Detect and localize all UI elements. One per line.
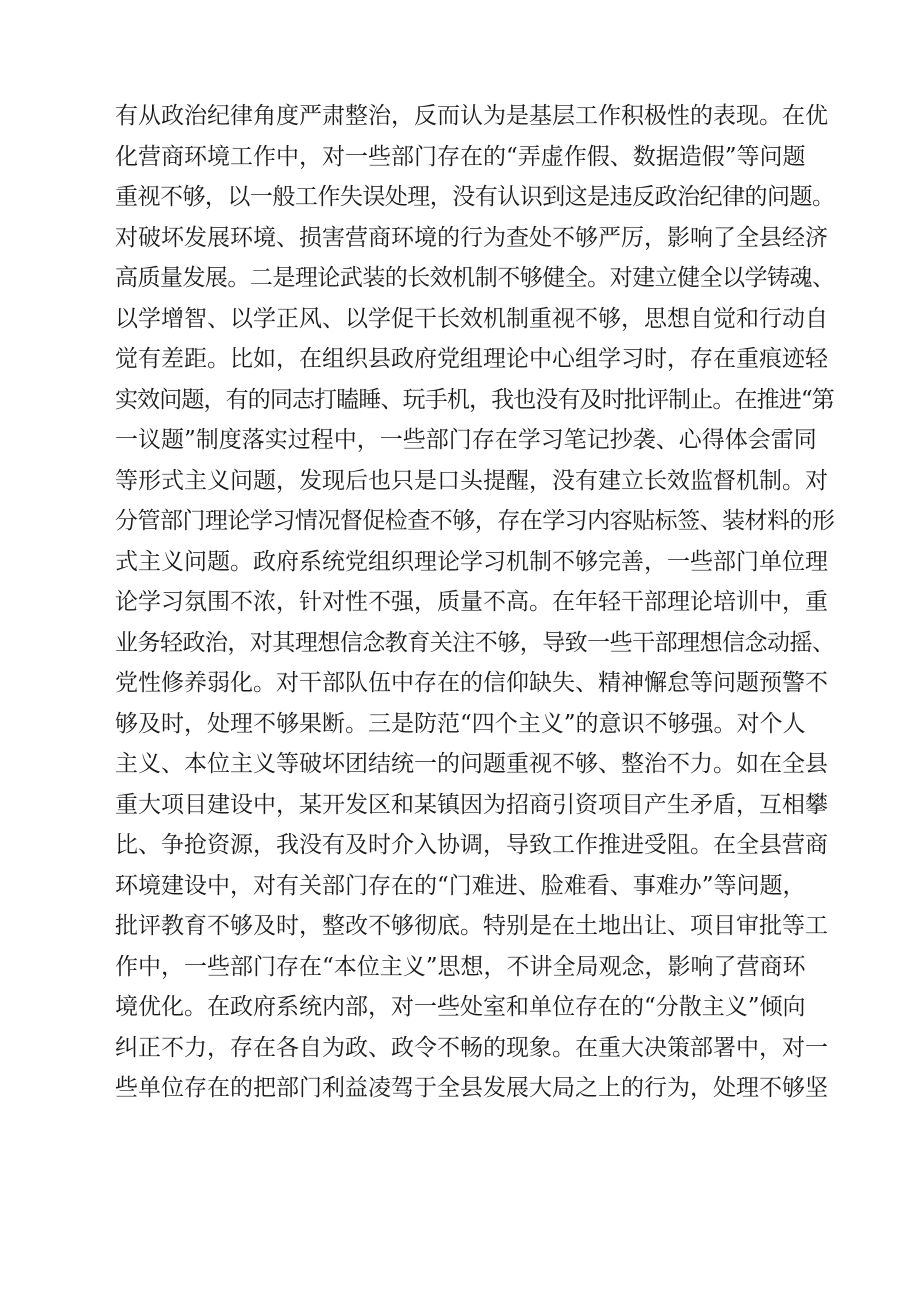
text-line: 对破坏发展环境、损害营商环境的行为查处不够严厉，影响了全县经济 [115,224,828,251]
text-line: 重视不够，以一般工作失误处理，没有认识到这是违反政治纪律的问题。 [115,184,835,210]
text-line: 觉有差距。比如，在组织县政府党组理论中心组学习时，存在重痕迹轻 [115,346,828,372]
text-line: 分管部门理论学习情况督促检查不够，存在学习内容贴标签、装材料的形 [115,508,835,534]
text-line: 重大项目建设中，某开发区和某镇因为招商引资项目产生矛盾，互相攀 [115,791,828,818]
text-line: 境优化。在政府系统内部，对一些处室和单位存在的“分散主义”倾向 [115,994,806,1020]
text-line: 实效问题，有的同志打瞌睡、玩手机，我也没有及时批评制止。在推进“第 [115,386,834,413]
text-line: 纠正不力，存在各自为政、政令不畅的现象。在重大决策部署中，对一 [115,1034,828,1061]
body-paragraph [115,96,835,1109]
text-line: 够及时，处理不够果断。三是防范“四个主义”的意识不够强。对个人 [115,710,806,737]
text-line: 比、争抢资源，我没有及时介入协调，导致工作推进受阻。在全县营商 [115,832,828,858]
text-line: 批评教育不够及时，整改不够彻底。特别是在土地出让、项目审批等工 [115,913,828,939]
text-line: 作中，一些部门存在“本位主义”思想，不讲全局观念，影响了营商环 [115,953,806,980]
text-line: 化营商环境工作中，对一些部门存在的“弄虚作假、数据造假”等问题 [115,143,806,170]
text-line: 式主义问题。政府系统党组织理论学习机制不够完善，一些部门单位理 [115,548,828,575]
text-line: 以学增智、以学正风、以学促干长效机制重视不够，思想自觉和行动自 [115,305,828,332]
text-line: 论学习氛围不浓，针对性不强，质量不高。在年轻干部理论培训中，重 [115,589,828,615]
text-line: 一议题”制度落实过程中，一些部门存在学习笔记抄袭、心得体会雷同 [115,427,817,453]
text-line: 有从政治纪律角度严肃整治，反而认为是基层工作积极性的表现。在优 [115,103,828,129]
text-line: 高质量发展。二是理论武装的长效机制不够健全。对建立健全以学铸魂、 [115,265,835,291]
text-line: 主义、本位主义等破坏团结统一的问题重视不够、整治不力。如在全县 [115,751,828,777]
text-line: 业务轻政治，对其理想信念教育关注不够，导致一些干部理想信念动摇、 [115,629,835,656]
text-line: 等形式主义问题，发现后也只是口头提醒，没有建立长效监督机制。对 [115,467,828,494]
text-line: 党性修养弱化。对干部队伍中存在的信仰缺失、精神懈怠等问题预警不 [115,670,828,696]
text-line: 些单位存在的把部门利益凌驾于全县发展大局之上的行为，处理不够坚 [115,1075,828,1101]
text-line: 环境建设中，对有关部门存在的“门难进、脸难看、事难办”等问题， [115,872,806,899]
